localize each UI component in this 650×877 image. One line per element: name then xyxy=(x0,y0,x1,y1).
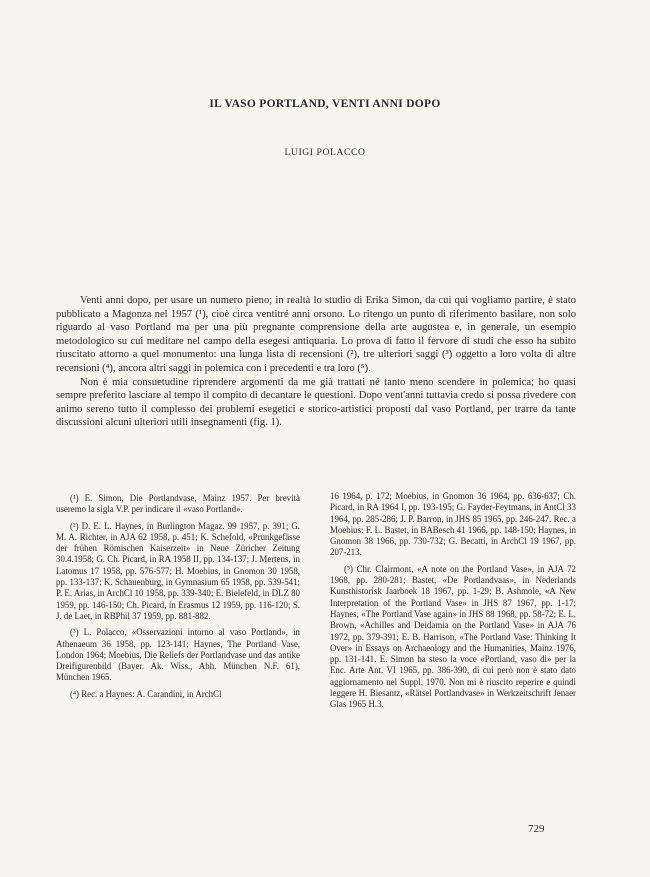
footnotes-left-column xyxy=(56,493,300,705)
footnotes-right-column xyxy=(330,491,576,716)
article-title: IL VASO PORTLAND, VENTI ANNI DOPO xyxy=(209,98,441,110)
footnote: (¹) E. Simon, Die Portlandvase, Mainz 1957. Per brevità useremo la sigla V.P. per indicare il «vaso Portland». xyxy=(56,493,300,515)
body-paragraph: Non è mia consuetudine riprendere argomenti da me già trattati né tanto meno scendere in polemica; ho quasi sempre preferito lasciare al tempo il compito di decantare le questioni. Dopo vent'anni tuttavia credo si possa rivedere con animo sereno tutto il complesso dei problemi esegetici e storico-artistici proposti dal vaso Portland, per trarre da tante discussioni alcuni ulteriori utili insegnamenti (fig. 1). xyxy=(56,376,576,429)
footnote: (²) D. E. L. Haynes, in Burlington Magaz. 99 1957, p. 391; G. M. A. Richter, in AJA 62 1958, p. 451; K. Schefold, «Prunkgefässe der frühen Römischen Kaiserzeit» in Neue Züricher Zeitung 30.4.1958; G. Ch. Picard, in RA 1958 II, pp. 134-137; J. Mertens, in Latomus 17 1958, pp. 576-577; H. Moebius, in Gnomon 30 1958, pp. 133-137; K. Schauenburg, in Gymnasium 65 1958, pp. 539-541; P. E. Arias, in ArchCl 10 1958, pp. 339-340; E. Bielefeld, in DLZ 80 1959, pp. 146-150; Ch. Picard, in Erasmus 12 1959, pp. 116-120; S. J. de Laet, in RBPhil 37 1959, pp. 881-882. xyxy=(56,520,300,621)
author-name: LUIGI POLACCO xyxy=(284,147,366,158)
footnote-continuation: 16 1964, p. 172; Moebius, in Gnomon 36 1964, pp. 636-637; Ch. Picard, in RA 1964 I, pp. 193-195; G. Fayder-Feytmans, in AntCl 33 1964, pp. 285-286; J. P. Barron, in JHS 85 1965, pp. 246-247. Rec. a Moebius: F. L. Bastet, in BABesch 41 1966, pp. 148-150; Haynes, in Gnomon 38 1966, pp. 730-732; G. Becatti, in ArchCl 19 1967, pp. 207-213. xyxy=(330,491,576,558)
page-number: 729 xyxy=(528,823,545,835)
footnote: (⁴) Rec. a Haynes: A. Carandini, in ArchCl xyxy=(70,688,222,699)
footnote: (⁵) Chr. Clairmont, «A note on the Portland Vase», in AJA 72 1968, pp. 280-281; Bastet, «De Portlandvaas», in Nederlands Kunsthistorisk Jaarboek 18 1967, pp. 1-29; B. Ashmole, «A New Interpretation of the Portland Vase» in JHS 87 1967, pp. 1-17; Haynes, «The Portland Vase again» in JHS 88 1968, pp. 58-72; E. L. Brown, «Achilles and Deidamia on the Portland Vase» in AJA 76 1972, pp. 379-391; E. B. Harrison, «The Portland Vase: Thinking It Over» in Essays on Archaeology and the Humanities, Mainz 1976, pp. 131-141. E. Simon ha steso la voce «Portland, vaso di» per la Enc. Arte Ant. VI 1965, pp. 386-390, di cui però non è stato dato aggiornamento nel Suppl. 1970. Non mi è riuscito reperire e quindi leggere H. Biesantz, «Rätsel Portlandvase» in Werkzeitschrift Jenaer Glas 1965 H.3. xyxy=(330,563,576,710)
body-text xyxy=(56,294,576,430)
footnote: (³) L. Polacco, «Osservazioni intorno al vaso Portland», in Athenaeum 36 1958, pp. 123-141; Haynes, The Portland Vase, London 1964; Moebius, Die Reliefs der Portlandvase und das antike Dreifigurenbild (Bayer. Ak. Wiss., Abh. München N.F. 61), München 1965. xyxy=(56,627,300,683)
body-paragraph: Venti anni dopo, per usare un numero pieno; in realtà lo studio di Erika Simon, da cui qui vogliamo partire, è stato pubblicato a Magonza nel 1957 (¹), cioè circa ventitré anni orsono. Lo ritengo un punto di riferimento basilare, non solo riguardo al vaso Portland ma per una più pregnante comprensione della arte augustea e, in generale, un esempio metodologico su cui meditare nel campo della esegesi antiquaria. Lo prova di fatto il fervore di studi che esso ha subito riuscitato attorno a quel monumento: una lunga lista di recensioni (²), tre ulteriori saggi (³) oggetto a loro volta di altre recensioni (⁴), ancora altri saggi in polemica con i precedenti e tra loro (⁵). xyxy=(56,295,576,374)
